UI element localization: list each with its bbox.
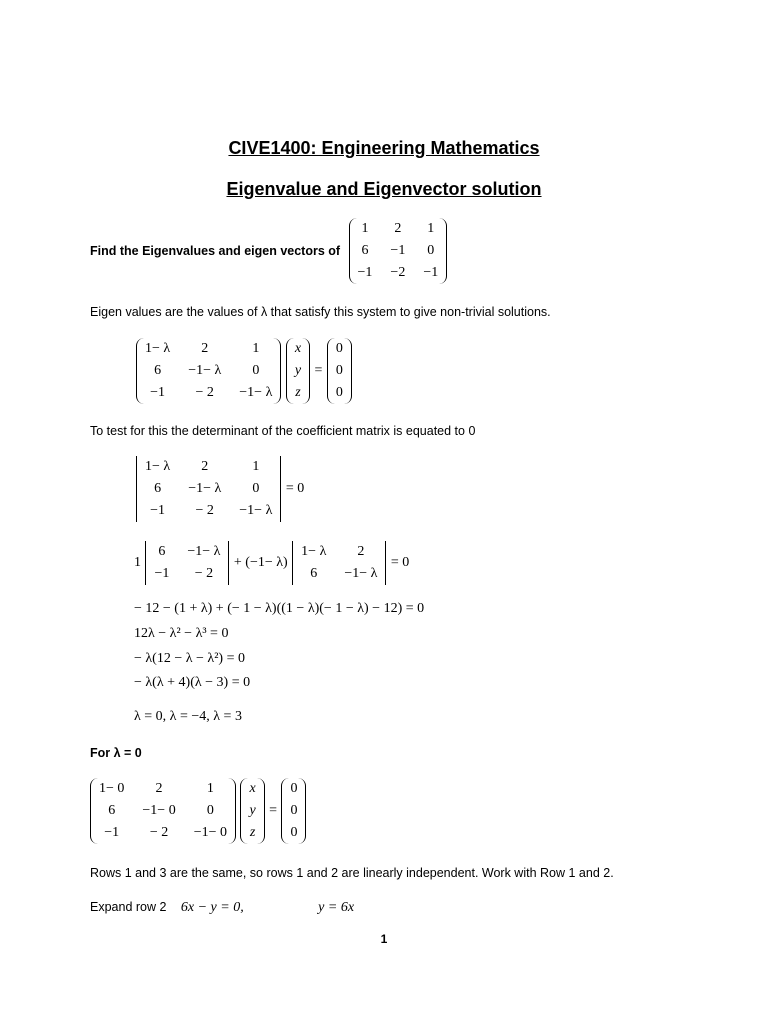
det-text: To test for this the determinant of the coefficient matrix is equated to 0	[90, 424, 476, 438]
zero-cell: 0	[335, 341, 343, 356]
system-matrix-cell: 1	[252, 341, 260, 356]
step-2: 12λ − λ² − λ³ = 0	[134, 626, 229, 641]
system-matrix-cell: 0	[252, 363, 260, 378]
zero-vector	[327, 338, 352, 404]
minor-2	[292, 541, 386, 585]
det-matrix-cell: 2	[201, 459, 209, 474]
det-matrix-cell: 0	[252, 481, 260, 496]
system-matrix-cell: −1	[150, 385, 166, 400]
system-matrix-cell: −1− λ	[239, 385, 273, 400]
lambda0-matrix-cell: 1− 0	[99, 781, 125, 796]
det-matrix-cell: −1	[150, 503, 166, 518]
step-4: − λ(λ + 4)(λ − 3) = 0	[134, 675, 251, 690]
minor1-cell: −1− λ	[187, 544, 221, 559]
minor2-row	[292, 541, 386, 563]
lambda0-matrix	[90, 778, 236, 844]
matrix-a-row	[349, 240, 448, 262]
xyz-vector	[286, 338, 310, 404]
det-matrix-cell: 1	[252, 459, 260, 474]
minor2-cell: 2	[357, 544, 365, 559]
xyz-vector-2	[240, 778, 264, 844]
minor1-cell: 6	[158, 544, 166, 559]
system-matrix-cell: 2	[201, 341, 209, 356]
det-matrix-row	[136, 500, 281, 522]
matrix-a-cell: 6	[361, 243, 369, 258]
det-matrix-cell: −1− λ	[188, 481, 222, 496]
minor2-cell: −1− λ	[344, 566, 378, 581]
xyz-cell: z	[295, 385, 301, 400]
step-3: − λ(12 − λ − λ²) = 0	[134, 651, 245, 666]
lambda0-matrix-cell: −1− 0	[193, 825, 227, 840]
zero-vector-2	[281, 778, 306, 844]
lambda0-matrix-cell: −1	[104, 825, 120, 840]
lambda0-matrix-cell: 1	[206, 781, 214, 796]
xyz-cell: x	[294, 341, 302, 356]
expand-eq-1: 6x − y = 0,	[180, 900, 244, 915]
lambda0-matrix-row	[90, 778, 236, 800]
minor1-row	[145, 563, 229, 585]
question-block	[90, 218, 447, 284]
xyz-cell: z	[249, 825, 256, 840]
lambda0-matrix-cell: − 2	[149, 825, 169, 840]
matrix-a-cell: 0	[427, 243, 435, 258]
det-matrix-row	[136, 478, 281, 500]
lambda0-matrix-row	[90, 822, 236, 844]
matrix-a	[349, 218, 448, 284]
step-1: − 12 − (1 + λ) + (− 1 − λ)((1 − λ)(− 1 − λ) − 12) = 0	[134, 601, 425, 616]
lambda0-matrix-cell: 2	[155, 781, 163, 796]
lambda0-matrix-row	[90, 800, 236, 822]
lambda0-matrix-cell: −1− 0	[142, 803, 176, 818]
det-matrix-cell: 1− λ	[145, 459, 171, 474]
minor-1	[145, 541, 229, 585]
matrix-a-row	[349, 262, 448, 284]
expand-label: Expand row 2	[90, 900, 167, 914]
lambda0-system: 1− 0 2 1 6 −1− 0 0 −1 − 2 −1− 0 x y z = 0 0 0	[90, 778, 306, 844]
matrix-a-cell: −1	[423, 265, 439, 280]
system-equation: 1− λ 2 1 6 −1− λ 0 −1 − 2 −1− λ x y z = 0 0 0	[136, 338, 352, 404]
det-matrix	[136, 456, 281, 522]
expand-row-2	[90, 898, 354, 916]
xyz-cell: y	[294, 363, 302, 378]
system-matrix-cell: 1− λ	[145, 341, 171, 356]
zero-cell: 0	[290, 781, 298, 796]
page-number: 1	[380, 932, 388, 946]
matrix-a-cell: 1	[427, 221, 435, 236]
zero-cell: 0	[290, 803, 298, 818]
system-matrix-row	[136, 360, 281, 382]
system-matrix-cell: −1− λ	[188, 363, 222, 378]
xyz-cell: x	[249, 781, 256, 796]
det-matrix-row	[136, 456, 281, 478]
det-matrix-cell: − 2	[195, 503, 214, 518]
eigen-text: Eigen values are the values of λ that satisfy this system to give non-trivial solutions.	[90, 305, 551, 319]
matrix-a-cell: −1	[390, 243, 406, 258]
minor1-row	[145, 541, 229, 563]
rows-text: Rows 1 and 3 are the same, so rows 1 and 2 are linearly independent. Work with Row 1 and 2.	[90, 866, 614, 880]
document-title: CIVE1400: Engineering Mathematics	[228, 138, 540, 158]
minor1-cell: − 2	[194, 566, 214, 581]
system-matrix-row	[136, 338, 281, 360]
matrix-a-cell: −1	[357, 265, 373, 280]
question-text: Find the Eigenvalues and eigen vectors of	[90, 244, 341, 258]
lambda0-matrix-cell: 0	[206, 803, 214, 818]
minor2-cell: 1− λ	[301, 544, 327, 559]
roots: λ = 0, λ = −4, λ = 3	[134, 709, 242, 724]
document-subtitle: Eigenvalue and Eigenvector solution	[226, 179, 542, 199]
matrix-a-cell: 1	[361, 221, 369, 236]
lambda0-matrix-cell: 6	[108, 803, 116, 818]
matrix-a-table	[349, 218, 448, 284]
det-eq-zero: = 0	[285, 481, 305, 496]
expand-eq-2: y = 6x	[318, 900, 355, 915]
cofactor-expansion: 1 6 −1− λ −1 − 2 + (−1− λ) 1− λ 2 6 −1− λ = 0	[134, 541, 409, 585]
minor1-cell: −1	[154, 566, 170, 581]
zero-cell: 0	[290, 825, 298, 840]
minor2-row	[292, 563, 386, 585]
zero-cell: 0	[335, 385, 343, 400]
minor2-cell: 6	[310, 566, 318, 581]
system-matrix	[136, 338, 281, 404]
system-matrix-row	[136, 382, 281, 404]
matrix-a-cell: −2	[390, 265, 406, 280]
det-matrix-cell: 6	[154, 481, 162, 496]
zero-cell: 0	[335, 363, 343, 378]
matrix-a-row	[349, 218, 448, 240]
system-matrix-cell: − 2	[195, 385, 214, 400]
xyz-cell: y	[249, 803, 256, 818]
for-lambda-heading: For λ = 0	[90, 746, 142, 760]
determinant-equation	[136, 456, 304, 522]
det-matrix-cell: −1− λ	[239, 503, 273, 518]
matrix-a-cell: 2	[394, 221, 402, 236]
system-matrix-cell: 6	[154, 363, 162, 378]
